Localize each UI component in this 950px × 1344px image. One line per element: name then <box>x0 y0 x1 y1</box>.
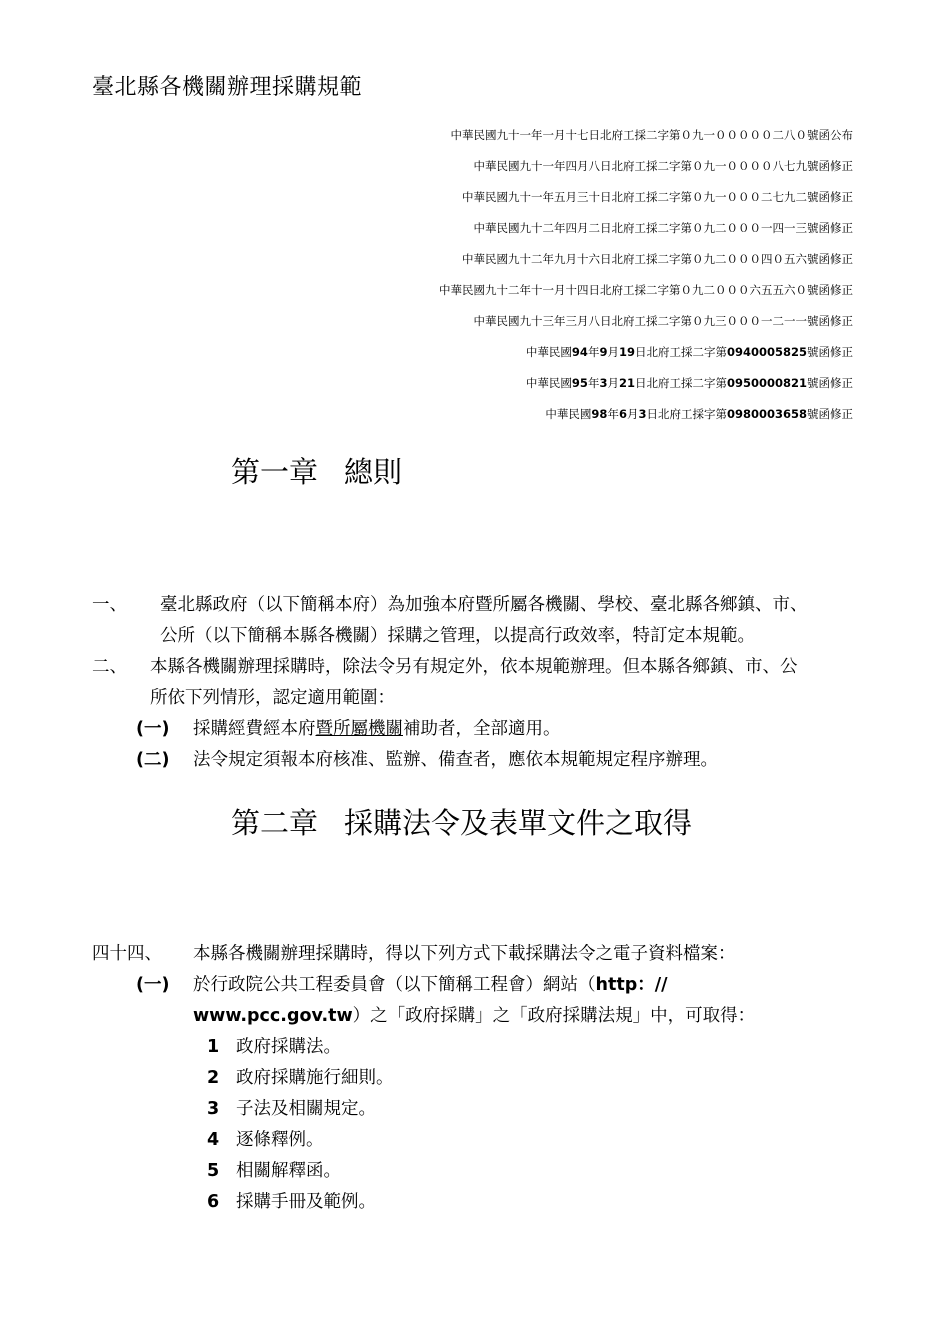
history-line: 中華民國九十二年九月十六日北府工採二字第０九二０００四０五六號函修正 <box>462 252 853 266</box>
history-text: 年 <box>587 376 600 390</box>
item-marker: 二、 <box>92 657 127 677</box>
history-text: 中華民國 <box>545 407 592 421</box>
item-1-line-2: 公所（以下簡稱本縣各機關）採購之管理，以提高行政效率，特訂定本規範。 <box>160 626 755 646</box>
list-number: 2 <box>207 1068 220 1088</box>
list-number: 1 <box>207 1037 220 1057</box>
chapter-2-heading <box>231 801 692 842</box>
underlined-text: 暨所屬機關 <box>315 719 403 739</box>
chapter-1-heading <box>231 450 402 491</box>
sub-item-2-text: 法令規定須報本府核准、監辦、備查者，應依本規範規定程序辦理。 <box>193 750 718 770</box>
item-2-line-1: 本縣各機關辦理採購時，除法令另有規定外，依本規範辦理。但本縣各鄉鎮、市、公 <box>150 657 798 677</box>
history-text: 號函修正 <box>807 376 853 390</box>
history-text: 中華民國 <box>525 376 572 390</box>
list-number: 3 <box>207 1099 220 1119</box>
history-line: 中華民國九十三年三月八日北府工採二字第０九三０００一二一一號函修正 <box>473 314 853 328</box>
history-line <box>93 399 853 430</box>
history-year: 98 <box>591 407 608 421</box>
list-item: 逐條釋例。 <box>236 1130 324 1150</box>
history-month: 3 <box>599 376 608 390</box>
item-1-line-1: 臺北縣政府（以下簡稱本府）為加強本府暨所屬各機關、學校、臺北縣各鄉鎮、市、 <box>160 595 808 615</box>
history-day: 19 <box>618 345 635 359</box>
history-doc-number: 0940005825 <box>726 345 807 359</box>
history-line: 中華民國九十一年四月八日北府工採二字第０九一００００八七九號函修正 <box>473 159 853 173</box>
website-url-part: www.pcc.gov.tw <box>193 1006 353 1026</box>
list-item: 政府採購施行細則。 <box>236 1068 394 1088</box>
history-day: 21 <box>618 376 635 390</box>
sub-item-marker: (一) <box>136 975 170 995</box>
chapter-name: 總則 <box>344 455 403 489</box>
list-item: 子法及相關規定。 <box>236 1099 376 1119</box>
history-doc-number: 0980003658 <box>726 407 807 421</box>
list-item: 採購手冊及範例。 <box>236 1192 376 1212</box>
history-line <box>93 337 853 368</box>
sub-item-line-1 <box>193 970 668 1001</box>
history-text: 中華民國 <box>525 345 572 359</box>
sub-item-line-2 <box>193 1001 755 1032</box>
sub-item-1-text <box>193 714 561 745</box>
list-item: 相關解釋函。 <box>236 1161 341 1181</box>
chapter-number: 第一章 <box>231 455 319 489</box>
item-marker: 一、 <box>92 595 127 615</box>
item-44-text: 本縣各機關辦理採購時，得以下列方式下載採購法令之電子資料檔案： <box>193 944 736 964</box>
history-text: 日北府工採二字第 <box>634 376 727 390</box>
history-line: 中華民國九十二年四月二日北府工採二字第０九二０００一四一三號函修正 <box>473 221 853 235</box>
sub-item-text: ）之「政府採購」之「政府採購法規」中，可取得： <box>352 1006 756 1026</box>
list-number: 6 <box>207 1192 220 1212</box>
sub-item-marker: (二) <box>136 750 170 770</box>
sub-item-marker: (一) <box>136 719 170 739</box>
website-url-part: http：// <box>595 975 668 995</box>
history-day: 3 <box>638 407 647 421</box>
item-marker: 四十四、 <box>92 944 162 964</box>
list-number: 4 <box>207 1130 220 1150</box>
history-doc-number: 0950000821 <box>726 376 807 390</box>
sub-item-text: 採購經費經本府 <box>193 719 316 739</box>
list-item: 政府採購法。 <box>236 1037 341 1057</box>
sub-item-text: 補助者，全部適用。 <box>403 719 561 739</box>
history-text: 日北府工採字第 <box>646 407 727 421</box>
history-line: 中華民國九十二年十一月十四日北府工採二字第０九二０００六五五六０號函修正 <box>439 283 853 297</box>
history-line: 中華民國九十一年一月十七日北府工採二字第０九一０００００二八０號函公布 <box>450 128 853 142</box>
list-number: 5 <box>207 1161 220 1181</box>
history-text: 年 <box>587 345 600 359</box>
amendment-history <box>93 120 853 430</box>
history-year: 94 <box>571 345 588 359</box>
history-line: 中華民國九十一年五月三十日北府工採二字第０九一０００二七九二號函修正 <box>462 190 853 204</box>
document-title: 臺北縣各機關辦理採購規範 <box>92 75 363 100</box>
history-text: 月 <box>607 345 619 359</box>
chapter-name: 採購法令及表單文件之取得 <box>344 806 693 840</box>
sub-item-text: 於行政院公共工程委員會（以下簡稱工程會）網站（ <box>193 975 596 995</box>
history-text: 年 <box>607 407 619 421</box>
item-2-line-2: 所依下列情形，認定適用範圍： <box>150 688 395 708</box>
history-line <box>93 368 853 399</box>
history-month: 6 <box>618 407 627 421</box>
history-text: 號函修正 <box>807 407 853 421</box>
history-text: 月 <box>607 376 619 390</box>
history-text: 日北府工採二字第 <box>634 345 727 359</box>
history-text: 號函修正 <box>807 345 853 359</box>
history-month: 9 <box>599 345 608 359</box>
history-year: 95 <box>571 376 588 390</box>
chapter-number: 第二章 <box>231 806 319 840</box>
history-text: 月 <box>626 407 639 421</box>
